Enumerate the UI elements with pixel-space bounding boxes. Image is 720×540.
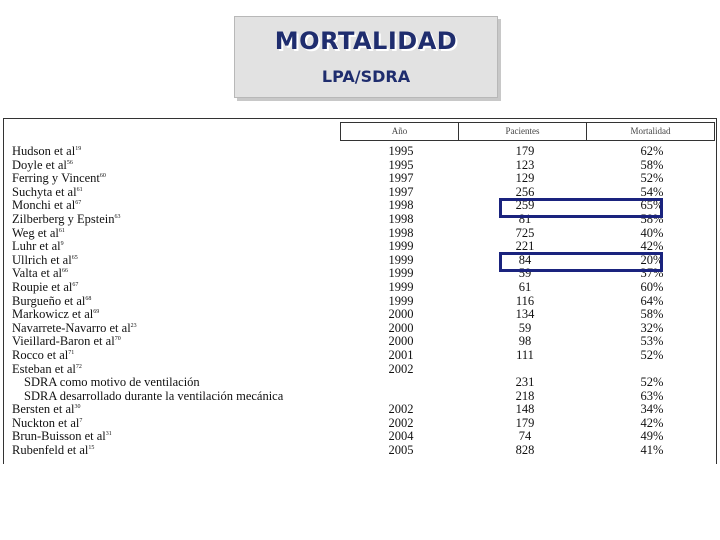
patients-cell: 218: [515, 388, 535, 403]
author-cell: Valta et $al^{66}$: [12, 266, 68, 281]
author-cell: Weg et $al^{61}$: [12, 225, 65, 240]
reference-number: 61: [76, 186, 83, 193]
table-row: [4, 322, 716, 336]
table-row: [4, 363, 716, 377]
year-cell: 1995: [388, 157, 414, 172]
author-cell: Suchyta et $al^{61}$: [12, 184, 83, 199]
reference-number: 30: [74, 404, 81, 411]
patients-cell: 256: [515, 184, 535, 199]
year-cell: 2000: [388, 307, 414, 322]
author-cell: Esteban et $al^{72}$: [12, 361, 82, 376]
reference-number: 71: [68, 349, 75, 356]
reference-number: 63: [114, 213, 121, 220]
mortality-cell: 63%: [640, 388, 664, 403]
table-row: [4, 172, 716, 186]
mortality-cell: 42%: [640, 415, 664, 430]
mortality-cell: 41%: [640, 443, 664, 458]
year-cell: 1997: [388, 171, 414, 186]
mortality-cell: 62%: [640, 144, 664, 158]
table-row: [4, 281, 716, 295]
reference-number: 56: [66, 159, 73, 166]
mortality-cell: 52%: [640, 171, 664, 186]
reference-number: 68: [85, 295, 92, 302]
author-cell: SDRA desarrollado durante la ventilación mecánica: [24, 388, 284, 403]
patients-cell: 61: [518, 279, 532, 294]
patients-cell: 111: [516, 347, 534, 362]
patients-cell: 259: [515, 198, 535, 213]
author-cell: Rubenfeld et $al^{15}$: [12, 443, 95, 458]
reference-number: 61: [58, 227, 65, 234]
author-cell: Markowicz et $al^{69}$: [12, 307, 100, 322]
patients-cell: 116: [515, 293, 535, 308]
author-cell: Roupie et $al^{67}$: [12, 279, 79, 294]
reference-number: 23: [130, 322, 137, 329]
year-cell: 2004: [388, 429, 414, 444]
mortality-cell: 49%: [640, 429, 664, 444]
patients-cell: 179: [515, 415, 535, 430]
slide-subtitle: LPA/SDRA: [321, 67, 411, 86]
table-row: [4, 295, 716, 309]
mortality-cell: 34%: [640, 402, 664, 417]
patients-cell: 123: [515, 157, 535, 172]
year-cell: 1998: [388, 211, 414, 226]
reference-number: 31: [105, 431, 112, 438]
author-cell: Navarrete-Navarro et $al^{23}$: [12, 320, 137, 335]
author-cell: Doyle et $al^{56}$: [12, 157, 73, 172]
patients-cell: 98: [518, 334, 532, 349]
patients-cell: 59: [518, 266, 532, 281]
patients-cell: 231: [515, 375, 535, 390]
table-row: [4, 390, 716, 404]
patients-cell: 74: [518, 429, 532, 444]
year-cell: 1999: [388, 252, 414, 267]
year-cell: 2001: [388, 347, 414, 362]
author-cell: Zilberberg y Epstein$^{63}$: [12, 211, 121, 226]
table-row: [4, 349, 716, 363]
table-row: [4, 403, 716, 417]
mortality-cell: 32%: [640, 320, 664, 335]
patients-cell: 59: [518, 320, 532, 335]
slide-title: MORTALIDAD: [274, 27, 458, 55]
table-row: [4, 308, 716, 322]
mortality-cell: 58%: [640, 211, 664, 226]
mortality-cell: 52%: [640, 347, 664, 362]
mortality-cell: 42%: [640, 239, 664, 254]
mortality-cell: 52%: [640, 375, 664, 390]
author-cell: Brun-Buisson et $al^{31}$: [12, 429, 112, 444]
table-row: [4, 335, 716, 349]
patients-cell: 148: [515, 402, 535, 417]
table-row: [4, 145, 716, 159]
mortality-cell: 60%: [640, 279, 664, 294]
author-cell: Vieillard-Baron et $al^{70}$: [12, 334, 121, 349]
year-cell: 2000: [388, 334, 414, 349]
year-cell: 1999: [388, 239, 414, 254]
header-year: Año: [340, 122, 459, 141]
year-cell: 2002: [388, 361, 414, 376]
reference-number: 7: [79, 417, 83, 424]
year-cell: 1995: [388, 144, 414, 158]
table-row: [4, 417, 716, 431]
reference-number: 67: [72, 281, 79, 288]
year-cell: 1999: [388, 293, 414, 308]
title-box: [234, 16, 498, 98]
mortality-cell: 20%: [640, 252, 664, 267]
patients-cell: 129: [515, 171, 535, 186]
header-mortality: Mortalidad: [586, 122, 715, 141]
reference-number: 9: [60, 241, 64, 248]
author-cell: Nuckton et $al^7$: [12, 415, 83, 430]
author-cell: Monchi et $al^{67}$: [12, 198, 82, 213]
table-row: [4, 444, 716, 458]
year-cell: 2000: [388, 320, 414, 335]
patients-cell: 81: [518, 211, 532, 226]
mortality-cell: 58%: [640, 307, 664, 322]
year-cell: 1997: [388, 184, 414, 199]
author-cell: Bersten et $al^{30}$: [12, 402, 81, 417]
patients-cell: 134: [515, 307, 535, 322]
author-cell: Ferring y Vincent$^{60}$: [12, 171, 106, 186]
mortality-cell: 37%: [640, 266, 664, 281]
reference-number: 19: [75, 146, 82, 152]
mortality-cell: 58%: [640, 157, 664, 172]
author-cell: Rocco et $al^{71}$: [12, 347, 75, 362]
patients-cell: 84: [518, 252, 532, 267]
reference-number: 65: [71, 254, 78, 261]
patients-cell: 725: [515, 225, 535, 240]
reference-number: 15: [88, 445, 95, 452]
mortality-cell: 40%: [640, 225, 664, 240]
reference-number: 67: [75, 200, 82, 207]
table-row: [4, 227, 716, 241]
year-cell: 2002: [388, 402, 414, 417]
year-cell: 1999: [388, 266, 414, 281]
highlight-box-monchi: [499, 198, 663, 218]
reference-number: 60: [99, 173, 106, 180]
year-cell: 1998: [388, 198, 414, 213]
year-cell: 2002: [388, 415, 414, 430]
mortality-table: [3, 118, 717, 464]
year-cell: 1998: [388, 225, 414, 240]
highlight-box-ullrich: [499, 252, 663, 272]
mortality-cell: 53%: [640, 334, 664, 349]
table-row: [4, 430, 716, 444]
patients-cell: 179: [515, 144, 535, 158]
year-cell: 1999: [388, 279, 414, 294]
patients-cell: 828: [515, 443, 535, 458]
table-body: [4, 145, 716, 458]
patients-cell: 221: [515, 239, 535, 254]
reference-number: 70: [114, 336, 121, 343]
mortality-cell: 65%: [640, 198, 664, 213]
author-cell: Burgueño et $al^{68}$: [12, 293, 92, 308]
mortality-cell: 64%: [640, 293, 664, 308]
reference-number: 69: [93, 309, 100, 316]
author-cell: Luhr et $al^9$: [12, 239, 64, 254]
author-cell: Hudson et $al^{19}$: [12, 144, 82, 158]
table-row: [4, 159, 716, 173]
year-cell: 2005: [388, 443, 414, 458]
author-cell: Ullrich et $al^{65}$: [12, 252, 78, 267]
mortality-cell: 54%: [640, 184, 664, 199]
header-patients: Pacientes: [458, 122, 587, 141]
table-row: [4, 376, 716, 390]
reference-number: 66: [61, 268, 68, 275]
reference-number: 72: [75, 363, 82, 370]
author-cell: SDRA como motivo de ventilación: [24, 375, 200, 390]
